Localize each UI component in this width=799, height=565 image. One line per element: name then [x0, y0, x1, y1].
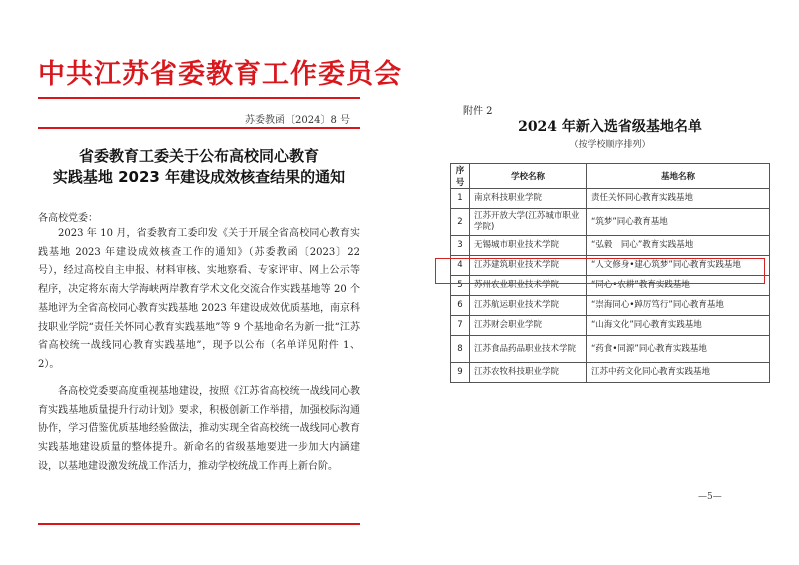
header-base: 基地名称	[587, 164, 770, 189]
list-title: 2024 年新入选省级基地名单	[518, 119, 702, 135]
row-no: 8	[451, 336, 470, 363]
row-school: 江苏航运职业技术学院	[470, 296, 587, 316]
row-school: 江苏开放大学(江苏城市职业学院)	[470, 209, 587, 236]
table-row	[451, 336, 770, 363]
attachment-label: 附件 2	[463, 106, 493, 117]
table-row	[451, 189, 770, 209]
row-school: 江苏建筑职业技术学院	[470, 256, 587, 276]
row-base: 江苏中药文化同心教育实践基地	[587, 363, 770, 383]
list-subtitle: （按学校顺序排列）	[569, 140, 651, 150]
row-school: 无锡城市职业技术学院	[470, 236, 587, 256]
document-number: 苏委教函〔2024〕8 号	[245, 115, 350, 126]
row-base: “筑梦”同心教育基地	[587, 209, 770, 236]
row-school: 江苏食品药品职业技术学院	[470, 336, 587, 363]
notice-title	[38, 146, 360, 188]
row-no: 5	[451, 276, 470, 296]
right-page	[400, 0, 799, 565]
header-school: 学校名称	[470, 164, 587, 189]
row-school: 苏州农业职业技术学院	[470, 276, 587, 296]
row-base: “药食•同源”同心教育实践基地	[587, 336, 770, 363]
page-number: —5—	[698, 492, 722, 502]
table-row	[451, 209, 770, 236]
row-school: 江苏财会职业学院	[470, 316, 587, 336]
row-base: “山海文化”同心教育实践基地	[587, 316, 770, 336]
header-red-rule	[38, 97, 360, 99]
row-school: 南京科技职业学院	[470, 189, 587, 209]
table-header-row	[451, 164, 770, 189]
row-school: 江苏农牧科技职业学院	[470, 363, 587, 383]
header-no: 序号	[451, 164, 470, 189]
row-no: 3	[451, 236, 470, 256]
row-base: “同心•农耕”教育实践基地	[587, 276, 770, 296]
number-red-rule	[38, 127, 360, 129]
issuer-header: 中共江苏省委教育工作委员会	[38, 59, 402, 90]
row-no: 7	[451, 316, 470, 336]
row-base: “崇海同心•踔厉笃行”同心教育基地	[587, 296, 770, 316]
row-no: 9	[451, 363, 470, 383]
table-row	[451, 296, 770, 316]
row-no: 6	[451, 296, 470, 316]
body-paragraph-2: 各高校党委要高度重视基地建设，按照《江苏省高校统一战线同心教育实践基地质量提升行动计划》要求，积极创新工作举措，加强校际沟通协作，学习借鉴优质基地经验做法，推动实现全省高校统一战线同心教育实践基地建设质量的整体提升。新命名的省级基地要进一步加大内涵建设，以基地建设激发统战工作活力，推动学校统战工作再上新台阶。	[38, 386, 360, 472]
footer-red-rule	[38, 523, 360, 525]
row-base: 责任关怀同心教育实践基地	[587, 189, 770, 209]
row-highlight-box	[435, 258, 765, 284]
notice-title-line2: 实践基地 2023 年建设成效核查结果的通知	[52, 168, 346, 186]
row-no: 2	[451, 209, 470, 236]
notice-title-line1: 省委教育工委关于公布高校同心教育	[78, 147, 319, 165]
table-row	[451, 236, 770, 256]
row-no: 4	[451, 256, 470, 276]
row-base: “弘毅 同心”教育实践基地	[587, 236, 770, 256]
body-paragraph-1: 2023 年 10 月，省委教育工委印发《关于开展全省高校同心教育实践基地 2023 年建设成效核查工作的通知》（苏委教函〔2023〕22 号），经过高校自主申报、材料审核、实地察看、专家评审、网上公示等程序，决定将东南大学海峡两岸教育学术文化交流合作实践基地等 20 个基地评为全省高校同心教育实践基地 2023 年建设成效优质基地，南京科技职业学院“责任关怀同心教育实践基地”等 9 个基地命名为新一批“江苏省高校统一战线同心教育实践基地”，现予以公布（名单详见附件 1、2）。	[38, 228, 360, 370]
salutation: 各高校党委：	[38, 213, 98, 224]
table-row	[451, 316, 770, 336]
table-row	[451, 363, 770, 383]
row-no: 1	[451, 189, 470, 209]
row-base: “人文修身•建心筑梦”同心教育实践基地	[587, 256, 770, 276]
